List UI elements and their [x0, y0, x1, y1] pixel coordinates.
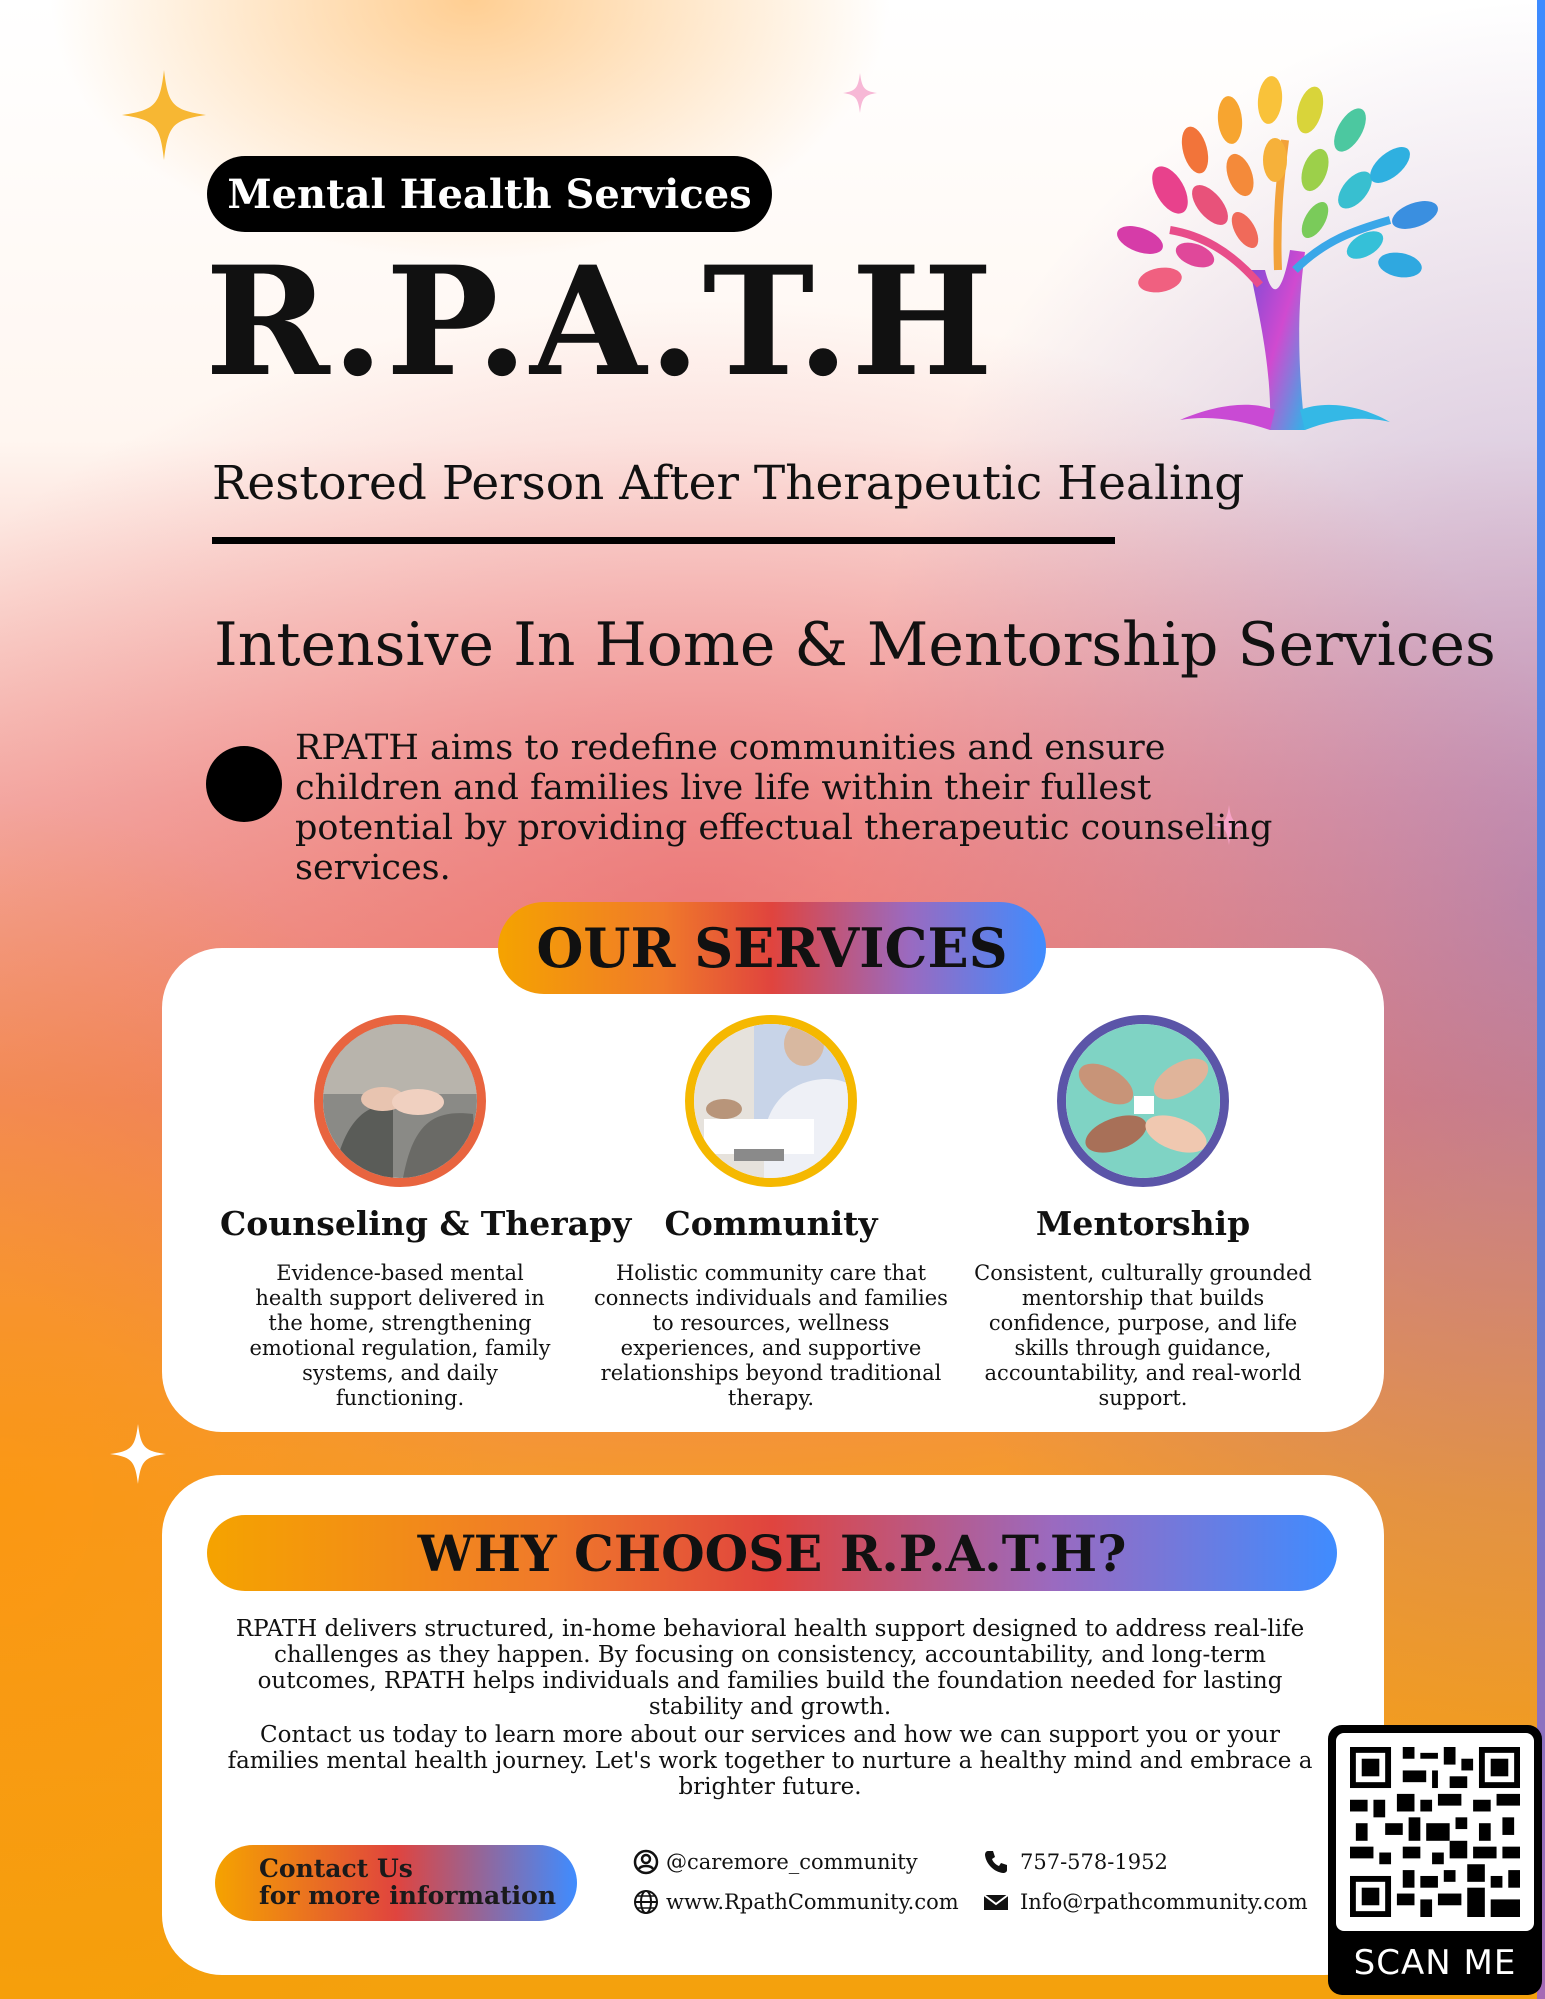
edge-accent-bar	[1537, 0, 1545, 1999]
phone-icon	[982, 1848, 1010, 1876]
service-title: Counseling & Therapy	[220, 1204, 632, 1243]
contact-us-button[interactable]	[215, 1845, 577, 1921]
service-community	[591, 1015, 951, 1411]
sparkle-icon	[122, 70, 206, 160]
email-link[interactable]	[982, 1888, 1308, 1916]
why-paragraph: RPATH delivers structured, in-home behavioral health support designed to address real-life challenges as they happen. By focusing on consistency, accountability, and long-term outcomes, RPATH helps individuals and families build the foundation needed for lasting stability and growth.	[235, 1616, 1305, 1720]
community-photo	[685, 1015, 857, 1187]
tagline-underline	[212, 537, 1115, 544]
tree-logo-icon	[1100, 70, 1460, 450]
phone-number[interactable]	[982, 1848, 1168, 1876]
services-badge: Mental Health Services	[207, 156, 772, 232]
email-text: Info@rpathcommunity.com	[1020, 1890, 1308, 1914]
service-description: Holistic community care that connects individuals and families to resources, wellness experiences, and supportive relationships beyond traditional therapy.	[594, 1261, 948, 1410]
website-text: www.RpathCommunity.com	[666, 1890, 959, 1914]
counseling-photo	[314, 1015, 486, 1187]
mail-icon	[982, 1888, 1010, 1916]
why-heading: WHY CHOOSE R.P.A.T.H?	[207, 1515, 1337, 1591]
contact-cta-line1: Contact Us	[259, 1854, 413, 1883]
service-title: Community	[664, 1204, 878, 1243]
social-handle-text: @caremore_community	[666, 1850, 918, 1874]
sparkle-icon	[843, 73, 877, 113]
globe-icon	[632, 1888, 660, 1916]
website-link[interactable]	[632, 1888, 959, 1916]
social-handle[interactable]	[632, 1848, 918, 1876]
service-counseling	[220, 1015, 632, 1411]
qr-code-icon	[1350, 1747, 1520, 1917]
user-circle-icon	[632, 1848, 660, 1876]
qr-code[interactable]	[1328, 1725, 1542, 1995]
sparkle-icon	[110, 1424, 166, 1484]
contact-paragraph: Contact us today to learn more about our services and how we can support you or your families mental health journey. Let's work together to nurture a healthy mind and embrace a brighter future.	[227, 1722, 1313, 1800]
services-heading: OUR SERVICES	[498, 902, 1046, 994]
service-description: Consistent, culturally grounded mentorship that builds confidence, purpose, and life skills through guidance, accountability, and real-world support.	[974, 1261, 1312, 1410]
scan-me-label: SCAN ME	[1353, 1943, 1517, 1983]
section-subheading: Intensive In Home & Mentorship Services	[214, 610, 1496, 680]
phone-text: 757-578-1952	[1020, 1850, 1168, 1874]
tagline: Restored Person After Therapeutic Healing	[212, 456, 1245, 511]
mission-statement: RPATH aims to redefine communities and ensure children and families live life within their fullest potential by providing effectual therapeutic counseling services.	[295, 728, 1273, 888]
brand-title: R.P.A.T.H	[205, 234, 995, 410]
service-description: Evidence-based mental health support delivered in the home, strengthening emotional regulation, family systems, and daily functioning.	[249, 1261, 551, 1410]
contact-cta-line2: for more information	[259, 1881, 557, 1910]
service-title: Mentorship	[1035, 1204, 1251, 1243]
service-mentorship	[963, 1015, 1323, 1411]
mentorship-photo	[1057, 1015, 1229, 1187]
bullet-dot	[206, 746, 282, 822]
